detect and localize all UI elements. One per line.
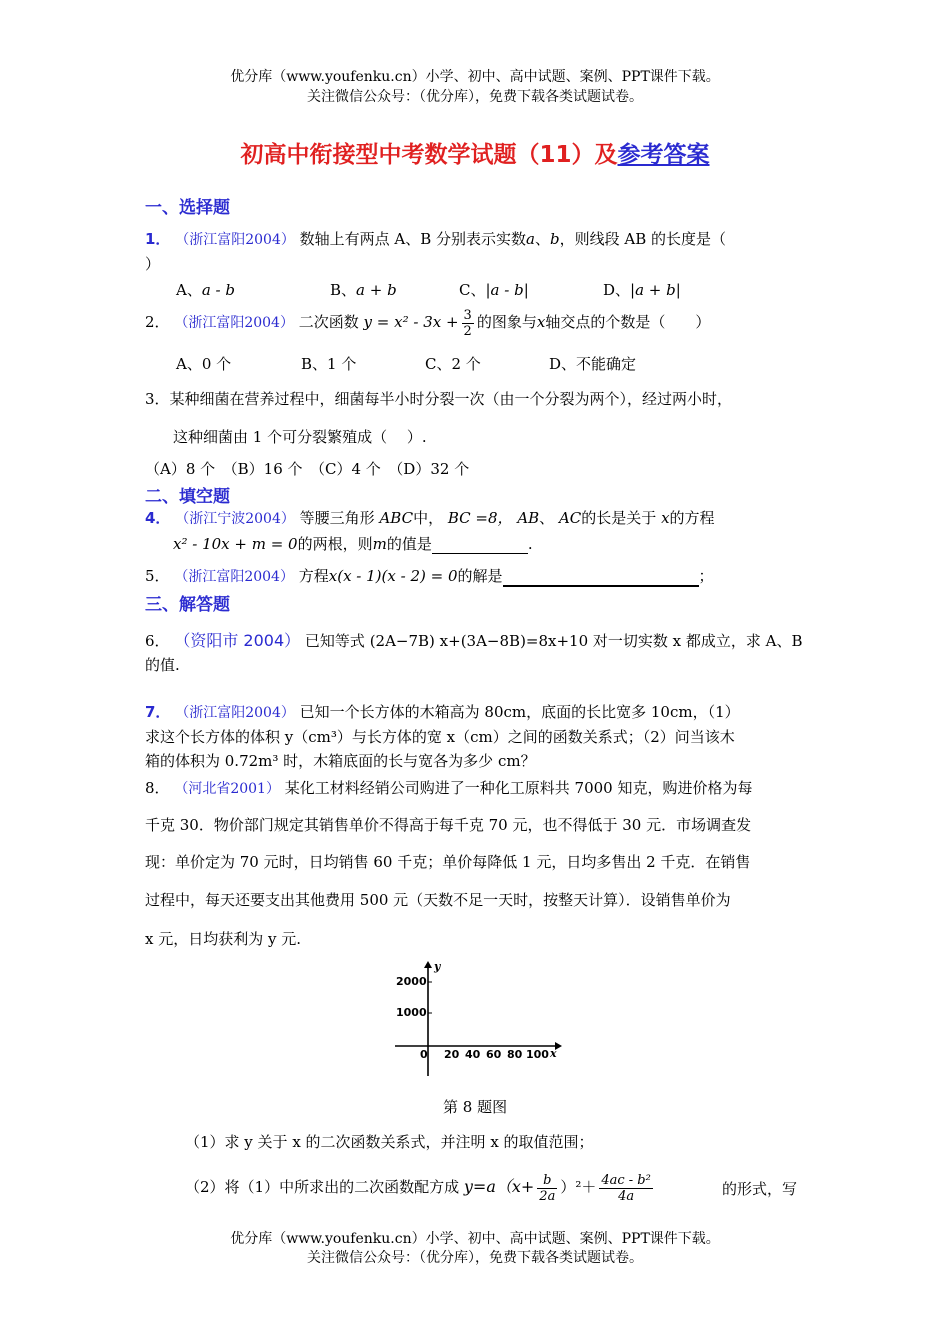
q8-part-1: （1）求 y 关于 x 的二次函数关系式，并注明 x 的取值范围； [185, 1133, 594, 1151]
q4-sep: 、 [539, 509, 555, 527]
q4-ab: AB [517, 509, 540, 527]
q5-end: ； [698, 567, 714, 585]
q1-option-b-expr: a + b [356, 281, 397, 299]
q1-option-c-expr: |a - b| [485, 281, 529, 299]
q2-var: x [536, 313, 546, 331]
q2-option-a: A、0 个 [176, 355, 232, 373]
section-answer: 三、解答题 [145, 595, 230, 615]
graph-x-label-40: 40 [465, 1048, 481, 1061]
question-8 [145, 777, 752, 798]
q8-line-4: 过程中，每天还要支出其他费用 500 元（天数不足一天时，按整天计算）．设销售单价为 [145, 891, 731, 909]
q4-text-5: 的两根，则 [297, 535, 373, 553]
q1-option-b-label: B、 [330, 281, 357, 299]
q8-frac-2-denominator: 4a [618, 1188, 635, 1204]
q1-text: 数轴上有两点 A、B 分别表示实数 [299, 230, 527, 248]
q7-line-3: 箱的体积为 0.72m³ 时，木箱底面的长与宽各为多少 cm？ [145, 752, 536, 770]
q2-text-2: 的图象与 [476, 313, 537, 331]
q8-part-2-end: 的形式，写 [722, 1180, 798, 1198]
question-2 [145, 305, 710, 340]
q6-number: 6． [145, 632, 170, 650]
q4-text-6: 的值是 [386, 535, 432, 553]
q5-number: 5． [145, 567, 170, 585]
title-main: 初高中衔接型中考数学试题（11）及 [240, 142, 618, 168]
q3-options: （A）8 个 （B）16 个 （C）4 个 （D）32 个 [145, 460, 470, 478]
q1-var-a: a [526, 230, 535, 248]
q2-text-3: 轴交点的个数是（ ） [545, 313, 711, 331]
question-7 [145, 701, 740, 722]
q1-option-a [176, 279, 235, 300]
q8-part-2-text: （2）将（1）中所求出的二次函数配方成 [185, 1178, 460, 1196]
q8-line-2: 千克 30．物价部门规定其销售单价不得高于每千克 70 元，也不得低于 30 元．市场调查发 [145, 816, 752, 834]
graph-x-label-100: 100 [526, 1048, 549, 1061]
q4-text: 等腰三角形 [299, 509, 375, 527]
q8-frac-1-numerator: b [537, 1173, 557, 1189]
q3-line-1: 3．某种细菌在营养过程中，细菌每半小时分裂一次（由一个分裂为两个），经过两小时， [145, 390, 733, 408]
q8-source: （河北省2001） [174, 781, 280, 797]
question-4 [145, 507, 715, 528]
graph-y-label-1000: 1000 [396, 1006, 427, 1019]
q1-option-c [459, 279, 529, 300]
q4-line-2 [173, 533, 533, 554]
q8-line-1: 某化工材料经销公司购进了一种化工原料共 7000 知克，购进价格为每 [284, 779, 753, 797]
q5-source: （浙江富阳2004） [174, 569, 294, 585]
question-5 [145, 565, 714, 587]
page-title [0, 136, 950, 169]
q2-frac-numerator: 3 [463, 307, 472, 323]
q4-abc: ABC [379, 509, 414, 527]
q2-number: 2． [145, 313, 170, 331]
q1-option-a-label: A、 [176, 281, 202, 299]
graph-x-axis-label: x [550, 1047, 557, 1060]
q4-equation: x² - 10x + m = 0 [173, 535, 298, 553]
q2-frac-denominator: 2 [463, 323, 472, 339]
q4-ac: AC [558, 509, 582, 527]
q1-option-b [330, 279, 397, 300]
graph-x-label-60: 60 [486, 1048, 502, 1061]
q7-line-1: 已知一个长方体的木箱高为 80cm，底面的长比宽多 10cm，（1） [299, 703, 740, 721]
q4-text-2: 中， [413, 509, 444, 527]
q2-text: 二次函数 [298, 313, 359, 331]
q8-part-2 [185, 1168, 656, 1206]
question-1 [145, 228, 726, 249]
q1-text-cont: ） [145, 255, 161, 273]
q1-source: （浙江富阳2004） [175, 232, 295, 248]
q7-line-2: 求这个长方体的体积 y（cm³）与长方体的宽 x（cm）之间的函数关系式；（2）问当该木 [145, 728, 735, 746]
question-6 [145, 628, 803, 651]
header-line-2: 关注微信公众号：（优分库），免费下载各类试题试卷。 [307, 89, 643, 105]
footer-line-1: 优分库（www.youfenku.cn）小学、初中、高中试题、案例、PPT课件下载。 [230, 1231, 720, 1247]
q6-line-2: 的值. [145, 656, 180, 674]
q7-source: （浙江富阳2004） [175, 705, 295, 721]
q6-source: （资阳市 2004） [174, 631, 301, 650]
q4-text-4: 的方程 [669, 509, 715, 527]
q8-part-2-expr: y=a（x+ [463, 1177, 535, 1196]
q5-answer-blank[interactable] [503, 567, 699, 587]
graph-x-label-0: 0 [420, 1048, 428, 1061]
q5-text-2: 的解是 [457, 567, 503, 585]
q1-option-d [603, 279, 681, 300]
q8-line-5: x 元，日均获利为 y 元. [145, 930, 302, 948]
q8-figure-caption: 第 8 题图 [443, 1098, 508, 1116]
q1-text-2: ，则线段 AB 的长度是（ [559, 230, 727, 248]
q1-option-c-label: C、 [459, 281, 486, 299]
answer-link[interactable]: 参考答案 [617, 142, 710, 168]
q8-number: 8． [145, 779, 170, 797]
q3-line-2: 这种细菌由 1 个可分裂繁殖成（ ）. [173, 428, 427, 446]
q8-frac-2-numerator: 4ac - b² [601, 1172, 651, 1188]
section-fill: 二、填空题 [145, 487, 230, 507]
q2-source: （浙江富阳2004） [174, 315, 294, 331]
q1-sep: 、 [535, 230, 551, 248]
graph-x-label-80: 80 [507, 1048, 523, 1061]
q8-graph [390, 958, 565, 1080]
q2-option-c: C、2 个 [425, 355, 481, 373]
q4-answer-blank[interactable] [432, 535, 528, 554]
q2-fraction [462, 308, 474, 339]
q8-part-2-frac-2 [599, 1173, 653, 1204]
q2-expr: y = x² - 3x + [363, 313, 459, 331]
graph-y-label-2000: 2000 [396, 975, 427, 988]
header-line-1: 优分库（www.youfenku.cn）小学、初中、高中试题、案例、PPT课件下载。 [230, 69, 720, 85]
q1-option-a-expr: a - b [201, 281, 235, 299]
q6-line-1: 已知等式 (2A−7B) x+(3A−8B)=8x+10 对一切实数 x 都成立，求 A、B [304, 632, 803, 650]
q4-number: 4． [145, 509, 171, 527]
q8-part-2-frac-1 [537, 1173, 557, 1204]
q4-source: （浙江宁波2004） [175, 511, 295, 527]
q2-option-d: D、不能确定 [549, 355, 637, 373]
q1-option-d-label: D、 [603, 281, 631, 299]
graph-y-axis-label: y [434, 960, 441, 973]
q5-text: 方程 [298, 567, 329, 585]
q4-end: . [527, 535, 533, 553]
graph-x-label-20: 20 [444, 1048, 460, 1061]
q7-number: 7． [145, 703, 171, 721]
q4-m: m [372, 535, 387, 553]
q5-equation: x(x - 1)(x - 2) = 0 [328, 567, 458, 585]
q2-option-b: B、1 个 [301, 355, 357, 373]
q4-text-3: 的长是关于 [581, 509, 657, 527]
q8-part-2-mid: ）²＋ [560, 1178, 597, 1196]
q4-x: x [661, 509, 670, 527]
q1-option-d-expr: |a + b| [630, 281, 681, 299]
section-choice: 一、选择题 [145, 198, 230, 218]
q1-number: 1． [145, 230, 171, 248]
q1-var-b: b [550, 230, 560, 248]
footer-line-2: 关注微信公众号：（优分库），免费下载各类试题试卷。 [307, 1250, 643, 1266]
q4-bc: BC =8， [447, 509, 513, 527]
q8-frac-1-denominator: 2a [539, 1188, 556, 1204]
graph-y-arrow [424, 961, 432, 968]
q8-line-3: 现：单价定为 70 元时，日均销售 60 千克；单价每降低 1 元，日均多售出 2 千克．在销售 [145, 853, 751, 871]
